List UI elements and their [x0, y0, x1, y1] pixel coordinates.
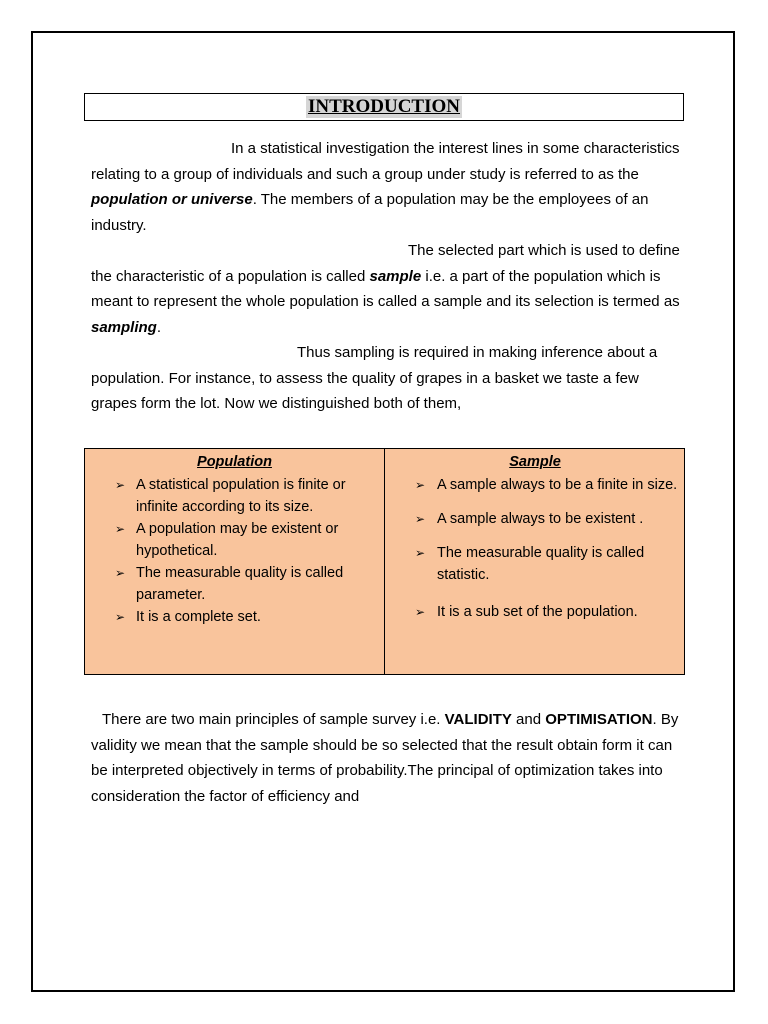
comparison-table — [84, 448, 685, 675]
intro-paragraph-2 — [91, 238, 681, 340]
population-column — [85, 449, 384, 674]
arrow-bullet-icon: ➢ — [115, 522, 126, 536]
list-item: ➢ It is a sub set of the population. — [385, 601, 685, 623]
arrow-bullet-icon: ➢ — [115, 566, 126, 580]
para4-text-c: and — [511, 711, 546, 728]
term-sampling: sampling — [91, 318, 157, 336]
list-item: ➢ A statistical population is finite or infinite according to its size. — [85, 474, 384, 518]
term-population: population or universe — [91, 191, 253, 208]
list-item: ➢ A population may be existent or hypothetical. — [85, 518, 384, 562]
intro-paragraph-3 — [91, 340, 681, 417]
arrow-bullet-icon: ➢ — [115, 610, 126, 624]
population-heading: Population — [197, 454, 272, 470]
term-validity: VALIDITY — [444, 711, 512, 728]
title-box — [84, 93, 684, 121]
term-optimisation: OPTIMISATION — [545, 711, 653, 728]
list-item: ➢ The measurable quality is called parameter. — [85, 562, 384, 606]
list-item: ➢ The measurable quality is called statistic. — [385, 542, 685, 586]
population-list — [85, 474, 384, 628]
para1-text-c: . The members of a population may be the employees of an industry. — [91, 191, 649, 234]
list-item: ➢ It is a complete set. — [85, 606, 384, 628]
list-item: ➢ A sample always to be existent . — [385, 508, 685, 530]
intro-paragraph-1 — [91, 136, 681, 238]
sample-column — [385, 449, 685, 674]
arrow-bullet-icon: ➢ — [415, 512, 426, 526]
list-item: ➢ A sample always to be a finite in size. — [385, 474, 685, 496]
arrow-bullet-icon: ➢ — [415, 546, 426, 560]
arrow-bullet-icon: ➢ — [415, 478, 426, 492]
term-sample: sample — [369, 267, 422, 285]
principles-paragraph — [91, 707, 681, 809]
sample-list — [385, 474, 685, 623]
para2-text-c: i.e. a part of the population which is meant to represent the whole population is called a sample and its selection is termed as — [91, 267, 680, 310]
arrow-bullet-icon: ➢ — [415, 605, 426, 619]
para4-text-e: . By validity we mean that the sample should be so selected that the result obtain form it can be interpreted objectively in terms of probability.The principal of optimization takes into consideration the factor of efficiency and — [91, 711, 679, 805]
sample-heading: Sample — [509, 454, 561, 470]
para3-text: Thus sampling is required in making inference about a population. For instance, to assess the quality of grapes in a basket we taste a few grapes form the lot. Now we distinguished both of them, — [91, 344, 658, 412]
para4-text-a: There are two main principles of sample survey i.e. — [102, 711, 445, 728]
page-title: INTRODUCTION — [307, 96, 461, 117]
para2-text-e: . — [156, 318, 162, 336]
arrow-bullet-icon: ➢ — [115, 478, 126, 492]
para2-text-a: The selected part which is used to define the characteristic of a population is called — [91, 242, 680, 285]
para1-text-a: In a statistical investigation the interest lines in some characteristics relating to a group of individuals and such a group under study is referred to as the — [91, 140, 680, 183]
